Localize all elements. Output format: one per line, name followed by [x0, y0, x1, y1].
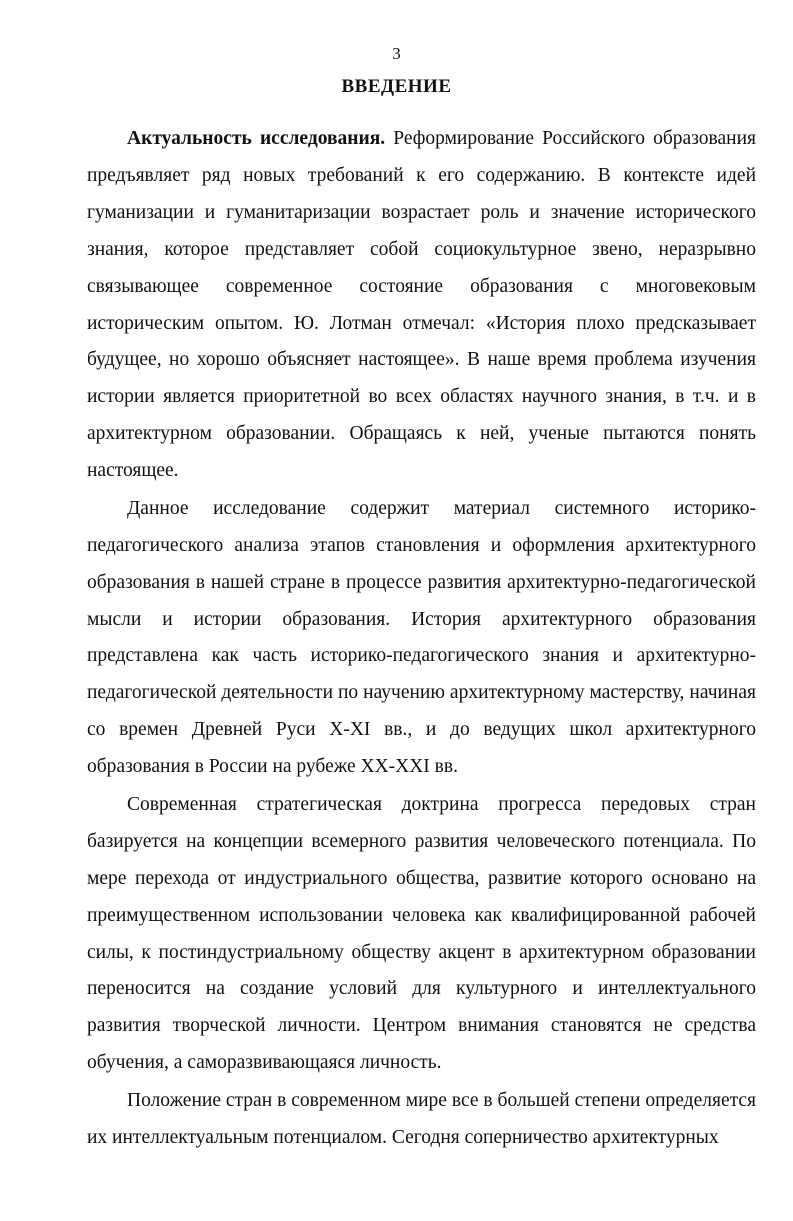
paragraph-study-content — [87, 491, 756, 786]
paragraph-relevance — [87, 121, 756, 490]
paragraph-lead: Актуальность исследования. — [127, 128, 386, 149]
paragraph-text: Реформирование Российского образования предъявляет ряд новых требований к его содержанию. В контексте идей гуманизации и гуманитаризации возрастает роль и значение исторического знания, которое представляет собой социокультурное звено, неразрывно связывающее современное состояние образования с многовековым историческим опытом. Ю. Лотман отмечал: «История плохо предсказывает будущее, но хорошо объясняет настоящее». В наше время проблема изучения истории является приоритетной во всех областях научного знания, в т.ч. и в архитектурном образовании. Обращаясь к ней, ученые пытаются понять настоящее. — [87, 128, 756, 482]
paragraph-text: Положение стран в современном мире все в большей степени определяется их интеллектуальным потенциалом. Сегодня соперничество архитектурных — [87, 1089, 756, 1148]
document-body — [87, 121, 756, 1157]
paragraph-text: Данное исследование содержит материал системного историко-педагогического анализа этапов становления и оформления архитектурного образования в нашей стране в процессе развития архитектурно-педагогической мысли и истории образования. История архитектурного образования представлена как часть историко-педагогического знания и архитектурно-педагогической деятельности по научению архитектурному мастерству, начиная со времен Древней Руси X-XI вв., и до ведущих школ архитектурного образования в России на рубеже XX-XXI вв. — [87, 497, 756, 778]
paragraph-intellectual-potential — [87, 1083, 756, 1157]
paragraph-strategic-doctrine — [87, 787, 756, 1082]
section-heading: ВВЕДЕНИЕ — [341, 76, 452, 97]
paragraph-text: Современная стратегическая доктрина прогресса передовых стран базируется на концепции всемерного развития человеческого потенциала. По мере перехода от индустриального общества, развитие которого основано на преимущественном использовании человека как квалифицированной рабочей силы, к постиндустриальному обществу акцент в архитектурном образовании переносится на создание условий для культурного и интеллектуального развития творческой личности. Центром внимания становятся не средства обучения, а саморазвивающаяся личность. — [87, 793, 756, 1074]
page-number: 3 — [392, 44, 401, 63]
